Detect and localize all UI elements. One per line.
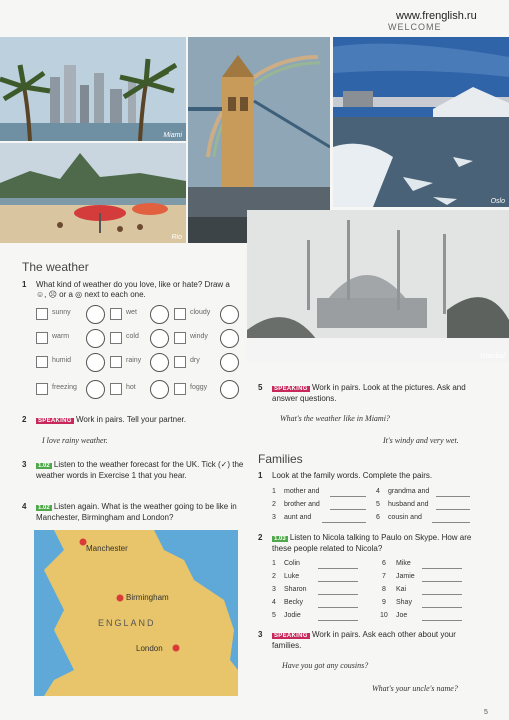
audio-icon[interactable]: 1.02 [38, 463, 50, 469]
families-ex1 [258, 471, 473, 481]
photo-oslo [333, 37, 509, 207]
weather-ex3 [22, 460, 247, 481]
checkbox-warm[interactable] [36, 332, 48, 344]
face-circle-rainy[interactable] [150, 353, 169, 372]
word-cold: cold [126, 333, 139, 340]
word-foggy: foggy [190, 384, 208, 391]
answer-blank[interactable] [422, 620, 462, 621]
pair-number: 6 [376, 514, 380, 521]
pair-number: 1 [272, 488, 276, 495]
section-label: WELCOME [388, 22, 442, 32]
example-question: What's the weather like in Miami? [280, 414, 390, 423]
name-number: 7 [382, 573, 386, 580]
checkbox-cold[interactable] [110, 332, 122, 344]
checkbox-windy[interactable] [174, 332, 186, 344]
pair-number: 5 [376, 501, 380, 508]
word-hot: hot [126, 384, 136, 391]
name-number: 3 [272, 586, 276, 593]
word-wet: wet [126, 309, 137, 316]
families-ex3 [258, 630, 473, 651]
word-cloudy: cloudy [190, 309, 211, 316]
answer-blank[interactable] [318, 620, 358, 621]
word-dry: dry [190, 357, 200, 364]
name-word: Becky [284, 599, 304, 606]
ex-instruction: What kind of weather do you love, like or hate? Draw a ☺, ☹ or a ◎ next to each one. [36, 280, 230, 299]
face-circle-foggy[interactable] [220, 380, 239, 399]
answer-blank[interactable] [422, 568, 462, 569]
map-label-manchester: Manchester [86, 544, 128, 553]
pair-word: mother and [284, 488, 320, 495]
face-circle-hot[interactable] [150, 380, 169, 399]
ex-instruction: Work in pairs. Ask each other about your families. [272, 630, 456, 650]
name-number: 2 [272, 573, 276, 580]
answer-blank[interactable] [330, 509, 366, 510]
weather-ex4 [22, 502, 247, 523]
answer-blank[interactable] [422, 581, 462, 582]
answer-blank[interactable] [322, 522, 366, 523]
ex-number: 1 [22, 280, 27, 289]
ex-instruction: Listen to Nicola talking to Paulo on Skype. How are these people related to Nicola? [272, 533, 472, 553]
word-humid: humid [52, 357, 72, 364]
face-circle-humid[interactable] [86, 353, 105, 372]
caption-istanbul: Istanbul [480, 353, 505, 360]
answer-blank[interactable] [318, 594, 358, 595]
face-circle-warm[interactable] [86, 329, 105, 348]
weather-ex1 [22, 280, 242, 300]
answer-blank[interactable] [422, 594, 462, 595]
ex-instruction: Listen to the weather forecast for the UK. Tick (✓) the weather words in Exercise 1 that you hear. [36, 460, 244, 480]
ex-instruction: Listen again. What is the weather going to be like in Manchester, Birmingham and London? [36, 502, 237, 522]
name-number: 1 [272, 560, 276, 567]
name-number: 10 [380, 612, 388, 619]
answer-blank[interactable] [318, 607, 358, 608]
example-answer: I love rainy weather. [42, 436, 108, 445]
families-title: Families [258, 452, 303, 466]
name-number: 9 [382, 599, 386, 606]
answer-blank[interactable] [318, 568, 358, 569]
map-label-england: ENGLAND [98, 618, 156, 628]
name-word: Luke [284, 573, 300, 580]
name-word: Shay [396, 599, 412, 606]
face-circle-cloudy[interactable] [220, 305, 239, 324]
word-freezing: freezing [52, 384, 77, 391]
checkbox-rainy[interactable] [110, 356, 122, 368]
page-number: 5 [484, 709, 488, 716]
ex-number: 4 [22, 502, 27, 511]
families-ex2 [258, 533, 473, 554]
name-word: Colin [284, 560, 300, 567]
answer-blank[interactable] [432, 522, 470, 523]
ex-instruction: Work in pairs. Look at the pictures. Ask and answer questions. [272, 383, 466, 403]
name-word: Joe [396, 612, 408, 619]
pair-word: cousin and [388, 514, 422, 521]
speaking-tag: SPEAKING [38, 418, 72, 424]
speaking-tag: SPEAKING [274, 386, 308, 392]
face-circle-freezing[interactable] [86, 380, 105, 399]
answer-blank[interactable] [318, 581, 358, 582]
word-windy: windy [190, 333, 208, 340]
word-warm: warm [52, 333, 70, 340]
map-label-london: London [136, 644, 163, 653]
map-england [34, 530, 238, 696]
name-word: Jodie [284, 612, 301, 619]
name-word: Sharon [284, 586, 307, 593]
speaking-tag: SPEAKING [274, 633, 308, 639]
name-number: 5 [272, 612, 276, 619]
checkbox-wet[interactable] [110, 308, 122, 320]
checkbox-freezing[interactable] [36, 383, 48, 395]
pair-number: 3 [272, 514, 276, 521]
name-word: Jamie [396, 573, 415, 580]
answer-blank[interactable] [436, 509, 470, 510]
example-answer: It's windy and very wet. [383, 436, 459, 445]
caption-oslo: Oslo [490, 198, 505, 205]
checkbox-hot[interactable] [110, 383, 122, 395]
pair-number: 2 [272, 501, 276, 508]
weather-word-grid [36, 305, 246, 405]
ex-number: 3 [22, 460, 27, 469]
face-circle-windy[interactable] [220, 329, 239, 348]
answer-blank[interactable] [330, 496, 366, 497]
site-url[interactable]: www.frenglish.ru [396, 10, 477, 22]
name-number: 8 [382, 586, 386, 593]
weather-ex2 [22, 415, 247, 426]
word-sunny: sunny [52, 309, 71, 316]
caption-rio: Rio [171, 234, 182, 241]
answer-blank[interactable] [436, 496, 470, 497]
checkbox-humid[interactable] [36, 356, 48, 368]
example-answer: What's your uncle's name? [372, 684, 458, 693]
face-circle-sunny[interactable] [86, 305, 105, 324]
photo-istanbul [247, 210, 509, 362]
ex-number: 3 [258, 630, 263, 639]
related-names [272, 560, 472, 624]
name-number: 4 [272, 599, 276, 606]
pair-number: 4 [376, 488, 380, 495]
ex-instruction: Work in pairs. Tell your partner. [75, 415, 186, 424]
pictures-ex5 [258, 383, 473, 404]
ex-number: 2 [22, 415, 27, 424]
photo-miami [0, 37, 186, 141]
ex-number: 2 [258, 533, 263, 542]
caption-miami: Miami [163, 132, 182, 139]
name-word: Mike [396, 560, 411, 567]
pair-word: grandma and [388, 488, 430, 495]
name-number: 6 [382, 560, 386, 567]
name-word: Kai [396, 586, 407, 593]
map-label-birmingham: Birmingham [126, 593, 169, 602]
checkbox-sunny[interactable] [36, 308, 48, 320]
checkbox-foggy[interactable] [174, 383, 186, 395]
audio-icon[interactable]: 1.02 [38, 505, 50, 511]
ex-instruction: Look at the family words. Complete the pairs. [272, 471, 433, 480]
answer-blank[interactable] [422, 607, 462, 608]
checkbox-dry[interactable] [174, 356, 186, 368]
ex-number: 1 [258, 471, 263, 480]
weather-title: The weather [22, 260, 89, 274]
checkbox-cloudy[interactable] [174, 308, 186, 320]
audio-icon[interactable]: 1.03 [274, 536, 286, 542]
photo-rio [0, 143, 186, 243]
family-pairs [272, 486, 472, 526]
pair-word: aunt and [284, 514, 312, 521]
face-circle-wet[interactable] [150, 305, 169, 324]
word-rainy: rainy [126, 357, 142, 364]
example-question: Have you got any cousins? [282, 661, 369, 670]
pair-word: husband and [388, 501, 429, 508]
face-circle-dry[interactable] [220, 353, 239, 372]
pair-word: brother and [284, 501, 320, 508]
ex-number: 5 [258, 383, 263, 392]
face-circle-cold[interactable] [150, 329, 169, 348]
